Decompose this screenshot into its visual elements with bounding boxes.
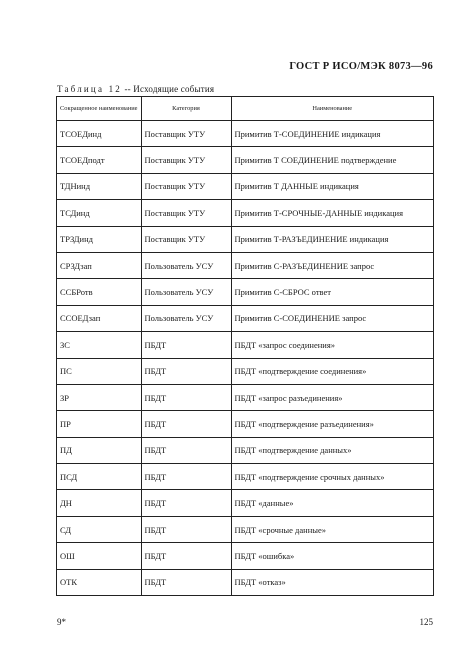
document-header: ГОСТ Р ИСО/МЭК 8073—96 <box>289 61 433 72</box>
cell-category: Поставщик УТУ <box>141 173 231 199</box>
cell-category: ПБДТ <box>141 543 231 569</box>
cell-abbreviation: ОТК <box>57 569 142 595</box>
cell-category: Поставщик УТУ <box>141 226 231 252</box>
outgoing-events-table <box>56 96 434 596</box>
cell-name: ПБДТ «подтверждение соединения» <box>231 358 434 384</box>
table-row <box>57 121 434 147</box>
cell-name: Примитив Т СОЕДИНЕНИЕ подтверждение <box>231 147 434 173</box>
table-row <box>57 516 434 542</box>
cell-abbreviation: СРЗДзап <box>57 252 142 278</box>
table-header-row <box>57 97 434 121</box>
cell-abbreviation: ССБРотв <box>57 279 142 305</box>
cell-abbreviation: ДН <box>57 490 142 516</box>
table-row <box>57 437 434 463</box>
table-row <box>57 358 434 384</box>
table-row <box>57 305 434 331</box>
table-row <box>57 279 434 305</box>
column-header-category: Категория <box>141 97 231 121</box>
cell-name: ПБДТ «запрос соединения» <box>231 332 434 358</box>
cell-category: Поставщик УТУ <box>141 200 231 226</box>
table-row <box>57 464 434 490</box>
cell-abbreviation: ПС <box>57 358 142 384</box>
table-body <box>57 121 434 596</box>
table-row <box>57 332 434 358</box>
cell-category: ПБДТ <box>141 358 231 384</box>
table-row <box>57 173 434 199</box>
cell-abbreviation: ПД <box>57 437 142 463</box>
table-row <box>57 543 434 569</box>
cell-category: ПБДТ <box>141 332 231 358</box>
cell-name: Примитив Т-СРОЧНЫЕ-ДАННЫЕ индикация <box>231 200 434 226</box>
table-row <box>57 490 434 516</box>
cell-name: Примитив Т ДАННЫЕ индикация <box>231 173 434 199</box>
cell-category: ПБДТ <box>141 516 231 542</box>
cell-category: ПБДТ <box>141 490 231 516</box>
cell-abbreviation: ТСДинд <box>57 200 142 226</box>
cell-name: ПБДТ «подтверждение данных» <box>231 437 434 463</box>
cell-category: ПБДТ <box>141 464 231 490</box>
table-row <box>57 226 434 252</box>
cell-name: ПБДТ «отказ» <box>231 569 434 595</box>
cell-name: Примитив С-РАЗЪЕДИНЕНИЕ запрос <box>231 252 434 278</box>
cell-category: Поставщик УТУ <box>141 147 231 173</box>
table-number: Таблица 12 <box>57 84 122 94</box>
cell-category: Пользователь УСУ <box>141 252 231 278</box>
column-header-abbreviation: Сокращенное наименование <box>57 97 142 121</box>
cell-abbreviation: ПСД <box>57 464 142 490</box>
column-header-name: Наименование <box>231 97 434 121</box>
cell-abbreviation: ТРЗДинд <box>57 226 142 252</box>
footer-signature-mark: 9* <box>57 617 66 627</box>
cell-category: ПБДТ <box>141 569 231 595</box>
cell-abbreviation: СД <box>57 516 142 542</box>
cell-name: ПБДТ «данные» <box>231 490 434 516</box>
cell-abbreviation: ССОЕДзап <box>57 305 142 331</box>
table-row <box>57 147 434 173</box>
cell-abbreviation: ОШ <box>57 543 142 569</box>
table-title: -- Исходящие события <box>124 84 215 94</box>
cell-category: ПБДТ <box>141 384 231 410</box>
cell-abbreviation: ТСОЕДинд <box>57 121 142 147</box>
page-number: 125 <box>419 617 433 627</box>
table-caption <box>57 84 214 94</box>
cell-category: Поставщик УТУ <box>141 121 231 147</box>
cell-name: ПБДТ «подтверждение разъединения» <box>231 411 434 437</box>
cell-category: ПБДТ <box>141 437 231 463</box>
cell-name: Примитив Т-РАЗЪЕДИНЕНИЕ индикация <box>231 226 434 252</box>
table-row <box>57 384 434 410</box>
table-row <box>57 569 434 595</box>
table-row <box>57 252 434 278</box>
cell-abbreviation: ТСОЕДподт <box>57 147 142 173</box>
cell-name: Примитив Т-СОЕДИНЕНИЕ индикация <box>231 121 434 147</box>
cell-name: ПБДТ «подтверждение срочных данных» <box>231 464 434 490</box>
table-row <box>57 411 434 437</box>
cell-abbreviation: ПР <box>57 411 142 437</box>
cell-name: Примитив С-СОЕДИНЕНИЕ запрос <box>231 305 434 331</box>
table-row <box>57 200 434 226</box>
cell-category: ПБДТ <box>141 411 231 437</box>
cell-abbreviation: ЗС <box>57 332 142 358</box>
cell-name: ПБДТ «ошибка» <box>231 543 434 569</box>
cell-name: Примитив С-СБРОС ответ <box>231 279 434 305</box>
cell-category: Пользователь УСУ <box>141 279 231 305</box>
cell-abbreviation: ЗР <box>57 384 142 410</box>
cell-name: ПБДТ «срочные данные» <box>231 516 434 542</box>
cell-name: ПБДТ «запрос разъединения» <box>231 384 434 410</box>
cell-category: Пользователь УСУ <box>141 305 231 331</box>
cell-abbreviation: ТДНинд <box>57 173 142 199</box>
